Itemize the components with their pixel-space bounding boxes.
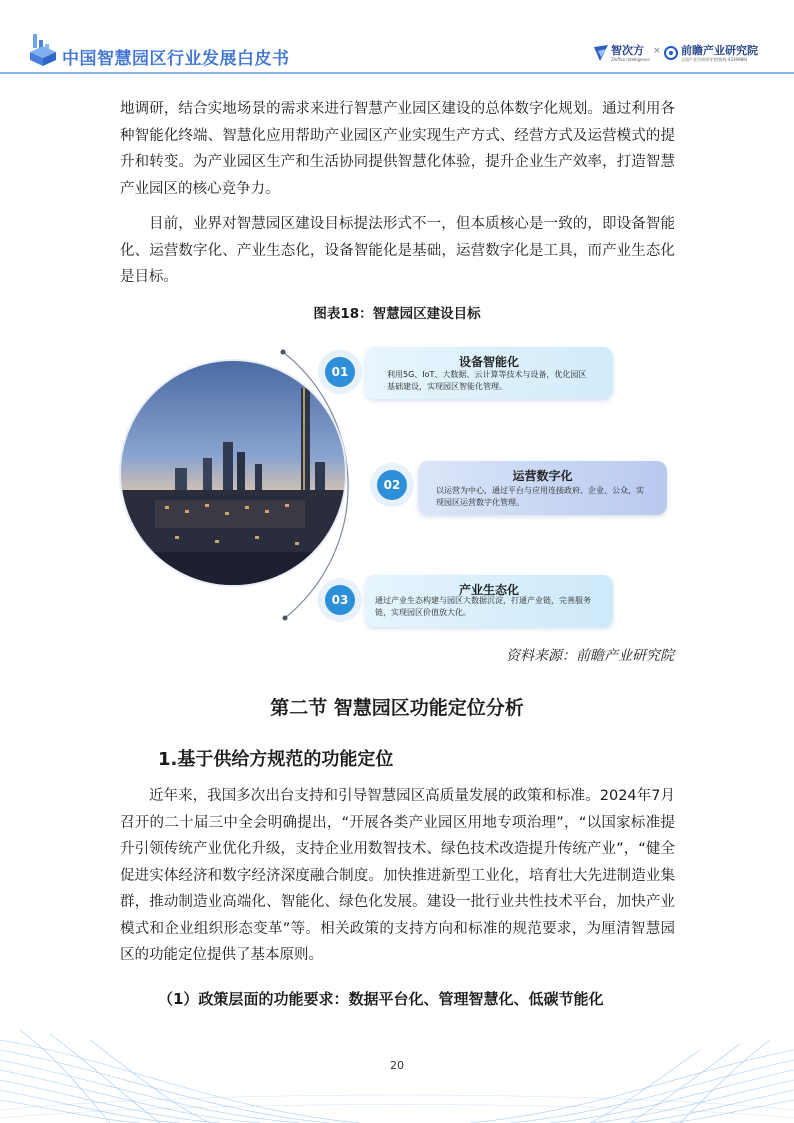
badge-01: 01 (325, 357, 355, 387)
brand1-name: 智次方 (611, 43, 644, 57)
page-number: 20 (390, 1059, 404, 1072)
badge-03: 03 (325, 585, 355, 615)
document-title: 中国智慧园区行业发展白皮书 (62, 49, 290, 69)
zhicifang-logo-icon (594, 45, 608, 61)
brand-qianzhan (664, 42, 758, 64)
figure-source: 资料来源：前瞻产业研究院 (506, 648, 674, 664)
goal-card-3 (365, 575, 613, 627)
cube-logo-icon (30, 32, 56, 66)
policy-heading: （1）政策层面的功能要求：数据平台化、管理智慧化、低碳节能化 (158, 990, 604, 1008)
header-divider (0, 72, 794, 74)
badge-02: 02 (377, 470, 407, 500)
brand1-sub: Zhiffan Intelligence (611, 56, 650, 62)
brand-zhicifang (594, 42, 650, 64)
page-header (0, 0, 794, 74)
section-title: 第二节 智慧园区功能定位分析 (270, 697, 524, 719)
arc-endpoint-bottom (283, 616, 288, 621)
goal-card-2 (418, 461, 667, 515)
goal-card-1-text: 利用5G、IoT、大数据、云计算等技术与设备，优化园区基础建设，实现园区智能化管理。 (387, 370, 587, 391)
goal-card-2-title: 运营数字化 (512, 469, 573, 483)
brand2-sub: 全国产业咨询领导者(热线:4339989) (681, 56, 748, 62)
brand2-name: 前瞻产业研究院 (681, 43, 758, 57)
paragraph-3: 近年来，我国多次出台支持和引导智慧园区高质量发展的政策和标准。2024年7月召开的二十届三中全会明确提出，“开展各类产业园区用地专项治理”，“以国家标准提升引领传统产业优化升级，支持企业用数智技术、绿色技术改造提升传统产业”，“健全促进实体经济和数字经济深度融合制度。加快推进新型工业化，培育壮大先进制造业集群，推动制造业高端化、智能化、绿色化发展。建设一批行业共性技术平台，加快产业模式和企业组织形态变革”等。相关政策的支持方向和标准的规范要求，为厘清智慧园区的功能定位提供了基本原则。 (120, 788, 675, 963)
goal-card-3-text: 通过产业生态构建与园区大数据沉淀，打通产业链，完善服务链，实现园区价值放大化。 (375, 596, 591, 617)
goal-card-1 (365, 347, 613, 399)
paragraph-1: 地调研，结合实地场景的需求来进行智慧产业园区建设的总体数字化规划。通过利用各种智能化终端、智慧化应用帮助产业园区产业实现生产方式、经营方式及运营模式的提升和转变。为产业园区生产和生活协同提供智慧化体验，提升企业生产效率，打造智慧产业园区的核心竞争力。 (120, 101, 675, 197)
paragraph-2: 目前，业界对智慧园区建设目标提法形式不一，但本质核心是一致的，即设备智能化、运营数字化、产业生态化，设备智能化是基础，运营数字化是工具，而产业生态化是目标。 (120, 216, 675, 285)
figure-title: 图表18：智慧园区建设目标 (313, 306, 481, 322)
goal-card-1-title: 设备智能化 (458, 355, 519, 369)
goal-card-3-title: 产业生态化 (458, 583, 519, 597)
brand-separator: × (653, 46, 661, 56)
subsection-title: 1.基于供给方规范的功能定位 (158, 749, 394, 770)
goal-card-2-text: 以运营为中心，通过平台与应用连接政府、企业、公众，实现园区运营数字化管理。 (436, 486, 644, 507)
arc-endpoint-top (281, 350, 286, 355)
qianzhan-logo-icon (664, 46, 678, 60)
